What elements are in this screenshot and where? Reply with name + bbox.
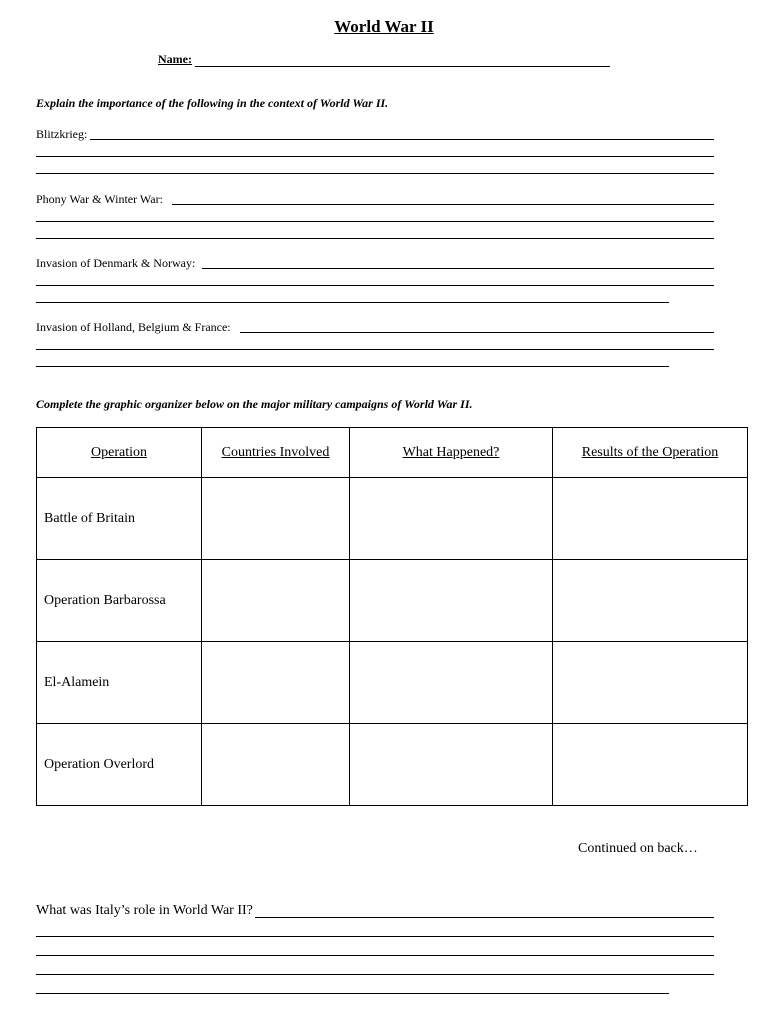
header-what-happened: What Happened? [350,428,553,478]
name-answer-line[interactable] [195,66,610,67]
answer-line[interactable] [36,366,669,367]
header-countries-involved: Countries Involved [202,428,350,478]
answer-line[interactable] [36,238,714,239]
answer-line[interactable] [36,173,714,174]
operation-cell: Operation Barbarossa [37,560,202,642]
answer-line[interactable] [36,302,669,303]
countries-cell[interactable] [202,642,350,724]
answer-line[interactable] [36,349,714,350]
operation-cell: Battle of Britain [37,478,202,560]
answer-line[interactable] [255,917,714,918]
term-phony-war: Phony War & Winter War: [36,192,163,206]
page-title: World War II [334,17,434,36]
results-cell[interactable] [553,560,748,642]
table-row [37,478,748,560]
section1-instruction: Explain the importance of the following in the context of World War II. [36,96,389,110]
answer-line[interactable] [202,268,714,269]
answer-line[interactable] [36,936,714,937]
answer-line[interactable] [36,974,714,975]
answer-line[interactable] [90,139,714,140]
italy-question: What was Italy’s role in World War II? [36,903,253,918]
table-row [37,560,748,642]
what-happened-cell[interactable] [350,560,553,642]
section2-instruction: Complete the graphic organizer below on the major military campaigns of World War II. [36,397,473,411]
answer-line[interactable] [172,204,714,205]
answer-line[interactable] [240,332,714,333]
operation-cell: Operation Overlord [37,724,202,806]
term-holland-belgium-france: Invasion of Holland, Belgium & France: [36,320,231,334]
results-cell[interactable] [553,478,748,560]
what-happened-cell[interactable] [350,478,553,560]
answer-line[interactable] [36,955,714,956]
table-header-row [37,428,748,478]
what-happened-cell[interactable] [350,642,553,724]
countries-cell[interactable] [202,724,350,806]
countries-cell[interactable] [202,560,350,642]
continued-note: Continued on back… [578,841,698,856]
table-row [37,724,748,806]
results-cell[interactable] [553,724,748,806]
what-happened-cell[interactable] [350,724,553,806]
name-label: Name: [158,52,192,66]
answer-line[interactable] [36,156,714,157]
header-operation: Operation [37,428,202,478]
countries-cell[interactable] [202,478,350,560]
header-results: Results of the Operation [553,428,748,478]
operation-cell: El-Alamein [37,642,202,724]
results-cell[interactable] [553,642,748,724]
term-blitzkrieg: Blitzkrieg: [36,127,88,141]
term-denmark-norway: Invasion of Denmark & Norway: [36,256,196,270]
table-row [37,642,748,724]
graphic-organizer-table [36,427,748,806]
answer-line[interactable] [36,993,669,994]
answer-line[interactable] [36,285,714,286]
answer-line[interactable] [36,221,714,222]
